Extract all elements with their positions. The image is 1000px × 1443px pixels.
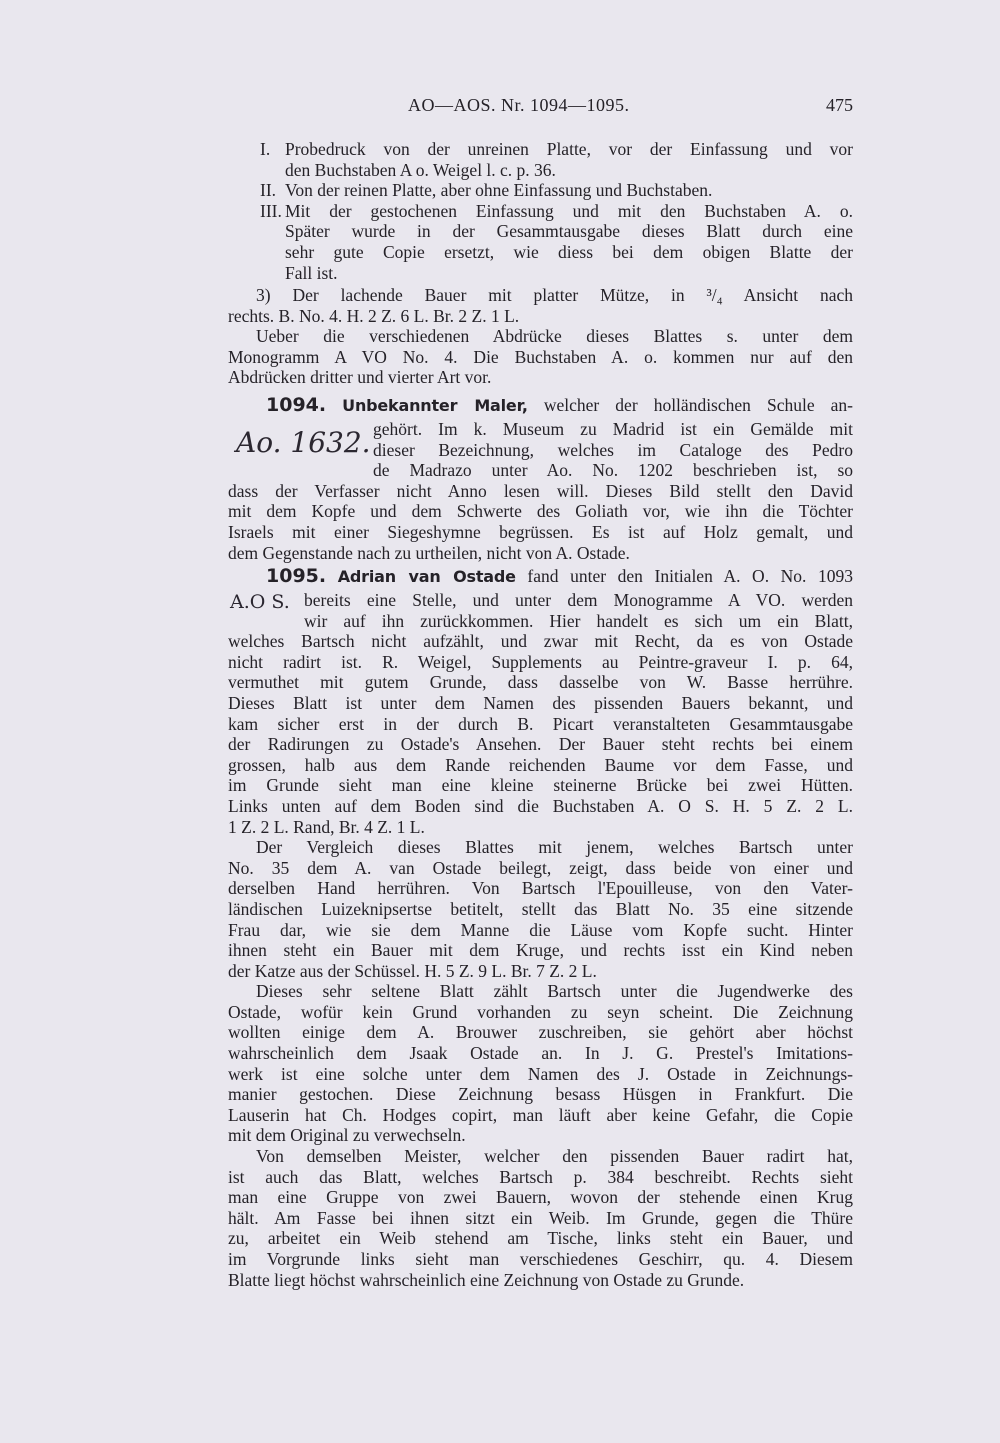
text-line: bereits eine Stelle, und unter dem Monogramme A VO. werden xyxy=(304,590,853,610)
text-line: Monogramm A VO No. 4. Die Buchstaben A. o. kommen nur auf den xyxy=(228,346,853,367)
text-line: welches Bartsch nicht aufzählt, und zwar mit Recht, da es von Ostade xyxy=(228,631,853,652)
text-line: Mit der gestochenen Einfassung und mit den Buchstaben A. o. xyxy=(285,200,853,221)
paragraph-3 xyxy=(228,285,853,388)
signature-mark: Ao. 1632. xyxy=(236,426,371,459)
text-line: Dieses Blatt ist unter dem Namen des pissenden Bauers bekannt, und xyxy=(228,692,853,713)
text-line: manier gestochen. Diese Zeichnung besass Hüsgen in Frankfurt. Die xyxy=(228,1084,853,1105)
list-item xyxy=(228,180,853,201)
text-line: kam sicher erst in der durch B. Picart veranstalteten Gesammtausgabe xyxy=(228,713,853,734)
heading-text: welcher der holländischen Schule an- xyxy=(543,395,853,415)
text-line: ist auch das Blatt, welches Bartsch p. 384 beschreibt. Rechts sieht xyxy=(228,1166,853,1187)
text-line: Israels mit einer Siegeshymne begrüssen. Es ist auf Holz gemalt, und xyxy=(228,521,853,542)
text-line: gehört. Im k. Museum zu Madrid ist ein Gemälde mit xyxy=(373,419,853,439)
running-title: AO—AOS. Nr. 1094—1095. xyxy=(408,95,630,115)
entry-name: Adrian van Ostade xyxy=(337,567,516,586)
text-line: Später wurde in der Gesammtausgabe dieses Blatt durch eine xyxy=(285,221,853,242)
text-line: Von demselben Meister, welcher den pissenden Bauer radirt hat, xyxy=(256,1146,853,1167)
text-line: zu, arbeitet ein Weib stehend am Tische, links steht ein Bauer, und xyxy=(228,1228,853,1249)
page-number: 475 xyxy=(826,95,853,115)
entry-heading xyxy=(228,395,853,419)
heading-text: fand unter den Initialen A. O. No. 1093 xyxy=(527,566,854,586)
text-line: nicht radirt ist. R. Weigel, Supplements au Peintre-graveur I. p. 64, xyxy=(228,651,853,672)
text-line: wahrscheinlich dem Jsaak Ostade an. In J. G. Prestel's Imitations- xyxy=(228,1043,853,1064)
item-number: I. xyxy=(260,139,271,159)
entry-number: 1095. xyxy=(266,565,327,587)
text-line: Ueber die verschiedenen Abdrücke dieses Blattes s. unter dem xyxy=(256,326,853,347)
item-number: II. xyxy=(260,180,277,201)
entry-1095 xyxy=(228,566,853,1290)
text-line: Blatte liegt höchst wahrscheinlich eine Zeichnung von Ostade zu Grunde. xyxy=(228,1269,745,1290)
text-line: Abdrücken dritter und vierter Art vor. xyxy=(228,367,492,388)
text-line: de Madrazo unter Ao. No. 1202 beschrieben ist, so xyxy=(373,460,853,481)
text-line: 3) Der lachende Bauer mit platter Mütze, in ³/₄ Ansicht nach xyxy=(256,285,853,305)
item-number: III. xyxy=(260,200,282,221)
text-line: wollten einige dem A. Brouwer zuschreiben, sie gehört aber höchst xyxy=(228,1022,853,1043)
list-item xyxy=(228,201,853,283)
text-line: dieser Bezeichnung, welches im Cataloge des Pedro xyxy=(373,439,853,460)
text-line: im Grunde sieht man eine kleine steinerne Brücke bei zwei Hütten. xyxy=(228,775,853,796)
text-line: sehr gute Copie ersetzt, wie diess bei dem obigen Blatte der xyxy=(285,241,853,262)
text-line: vermuthet mit gutem Grunde, dass dasselbe von W. Basse herrühre. xyxy=(228,672,853,693)
text-line: No. 35 dem A. van Ostade beilegt, zeigt, dass beide von einer und xyxy=(228,857,853,878)
list-item xyxy=(228,139,853,180)
signature-mark: A.O S. xyxy=(230,591,290,613)
text-line: im Vorgrunde links sieht man verschiedenes Geschirr, qu. 4. Diesem xyxy=(228,1249,853,1269)
entry-1094 xyxy=(228,395,853,563)
states-list xyxy=(228,139,853,283)
text-line: ländischen Luizeknipsertse betitelt, stellt das Blatt No. 35 eine sitzende xyxy=(228,898,853,919)
text-line: mit dem Kopfe und dem Schwerte des Goliath vor, wie ihn die Töchter xyxy=(228,501,853,522)
entry-name: Unbekannter Maler, xyxy=(342,396,528,415)
running-header xyxy=(228,95,853,117)
text-line: der Radirungen zu Ostade's Ansehen. Der Bauer steht rechts bei einem xyxy=(228,734,853,755)
entry-body xyxy=(228,631,853,1290)
text-line: den Buchstaben A o. Weigel l. c. p. 36. xyxy=(285,159,556,180)
text-line: Links unten auf dem Boden sind die Buchstaben A. O S. H. 5 Z. 2 L. xyxy=(228,795,853,816)
text-line: ihnen steht ein Bauer mit dem Kruge, und rechts isst ein Kind neben xyxy=(228,940,853,961)
entry-number: 1094. xyxy=(266,394,327,416)
text-line: werk ist eine solche unter dem Namen des J. Ostade in Zeichnungs- xyxy=(228,1063,853,1084)
text-line: Dieses sehr seltene Blatt zählt Bartsch unter die Jugendwerke des xyxy=(256,981,853,1002)
text-line: Frau dar, wie sie dem Manne die Läuse vom Kopfe sucht. Hinter xyxy=(228,919,853,940)
text-line: hält. Am Fasse bei ihnen sitzt ein Weib. Im Grunde, gegen die Thüre xyxy=(228,1207,853,1228)
text-line: mit dem Original zu verwechseln. xyxy=(228,1125,466,1146)
text-line: dass der Verfasser nicht Anno lesen will. Dieses Bild stellt den David xyxy=(228,480,853,501)
text-line: Der Vergleich dieses Blattes mit jenem, welches Bartsch unter xyxy=(256,837,853,858)
text-line: Lauserin hat Ch. Hodges copirt, man läuft aber keine Gefahr, die Copie xyxy=(228,1104,853,1125)
entry-heading xyxy=(228,566,853,590)
text-line: Fall ist. xyxy=(285,262,338,283)
text-line: man eine Gruppe von zwei Bauern, wovon der stehende einen Krug xyxy=(228,1187,853,1208)
text-line: grossen, halb aus dem Rande reichenden Baume vor dem Fasse, und xyxy=(228,754,853,775)
text-line: derselben Hand herrühren. Von Bartsch l'Epouilleuse, von den Vater- xyxy=(228,878,853,899)
text-line: rechts. B. No. 4. H. 2 Z. 6 L. Br. 2 Z. 1 L. xyxy=(228,305,520,326)
text-line: dem Gegenstande nach zu urtheilen, nicht von A. Ostade. xyxy=(228,542,630,563)
text-line: Probedruck von der unreinen Platte, vor der Einfassung und vor xyxy=(285,139,853,159)
text-line: wir auf ihn zurückkommen. Hier handelt es sich um ein Blatt, xyxy=(304,610,853,631)
text-line: Von der reinen Platte, aber ohne Einfassung und Buchstaben. xyxy=(285,180,713,201)
text-line: 1 Z. 2 L. Rand, Br. 4 Z. 1 L. xyxy=(228,816,425,837)
text-line: der Katze aus der Schüssel. H. 5 Z. 9 L. Br. 7 Z. 2 L. xyxy=(228,960,597,981)
text-line: Ostade, wofür kein Grund vorhanden zu seyn scheint. Die Zeichnung xyxy=(228,1001,853,1022)
